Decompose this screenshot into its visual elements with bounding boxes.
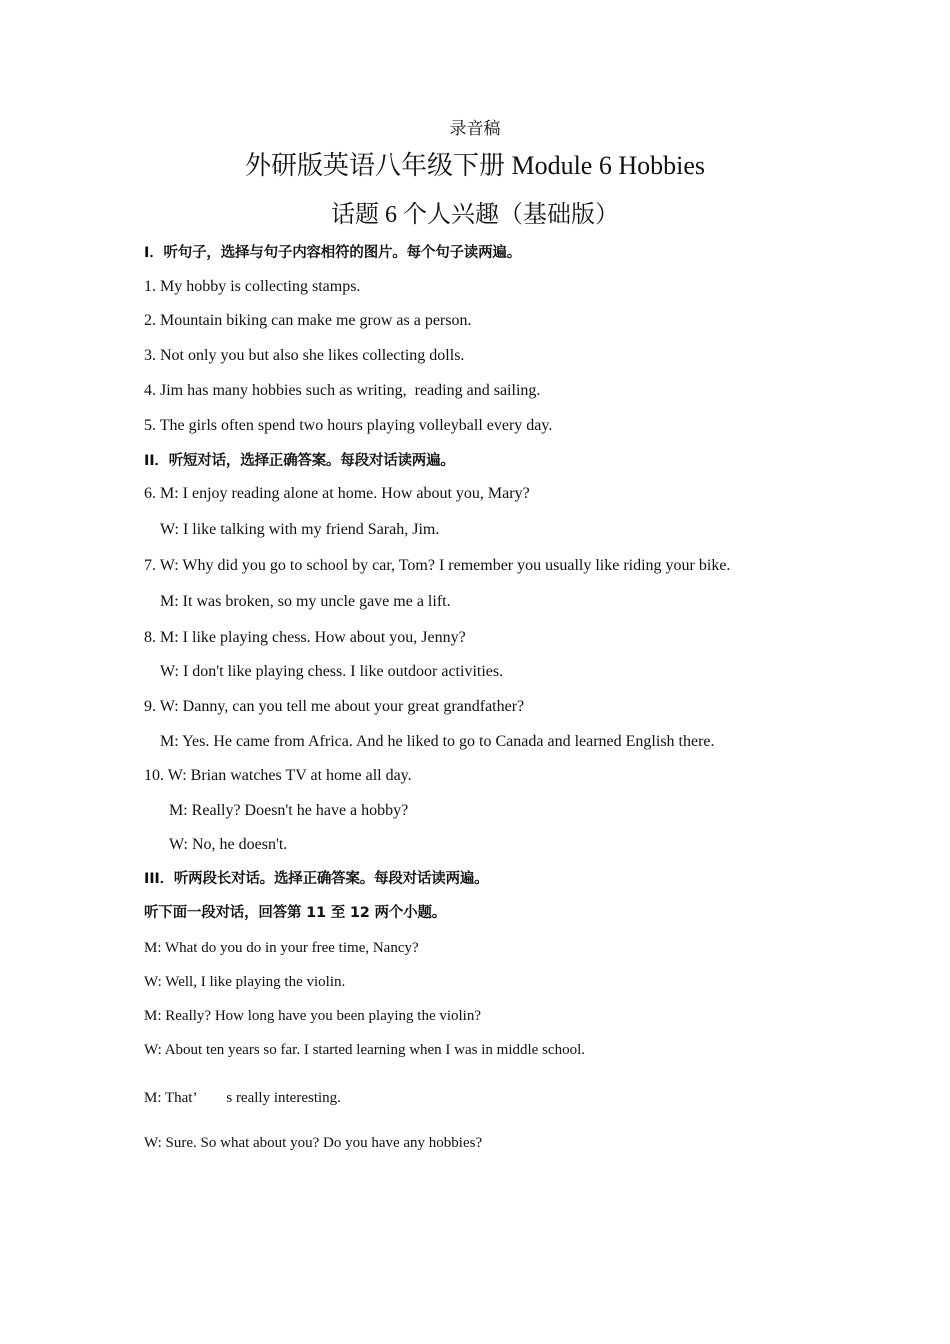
dialogue-9-w: 9. W: Danny, can you tell me about your great grandfather? [144,698,525,715]
dialogue-6-w: W: I like talking with my friend Sarah, Jim. [160,521,440,538]
section-3-heading: III．听两段长对话。选择正确答案。每段对话读两遍。 [144,871,489,887]
section-2-heading: II．听短对话，选择正确答案。每段对话读两遍。 [144,453,455,469]
sentence-4: 4. Jim has many hobbies such as writing, reading and sailing. [144,382,541,399]
long-dialogue-line-3: M: Really? How long have you been playing the violin? [144,1008,482,1024]
long-dialogue-line-6: W: Sure. So what about you? Do you have any hobbies? [144,1135,483,1151]
dialogue-6-m: 6. M: I enjoy reading alone at home. How about you, Mary? [144,485,530,502]
doc-title: 外研版英语八年级下册 Module 6 Hobbies [244,151,706,180]
long-dialogue-line-5: M: That’ s really interesting. [144,1090,341,1106]
dialogue-8-m: 8. M: I like playing chess. How about you, Jenny? [144,629,466,646]
dialogue-10-w: 10. W: Brian watches TV at home all day. [144,767,412,784]
dialogue-10-m: M: Really? Doesn't he have a hobby? [169,802,409,819]
dialogue-9-m: M: Yes. He came from Africa. And he liked to go to Canada and learned English there. [160,733,715,750]
section-1-heading: I．听句子，选择与句子内容相符的图片。每个句子读两遍。 [144,245,521,261]
dialogue-10-w2: W: No, he doesn't. [169,836,288,853]
sentence-1: 1. My hobby is collecting stamps. [144,278,361,295]
dialogue-7-m: M: It was broken, so my uncle gave me a lift. [160,593,451,610]
long-dialogue-line-4: W: About ten years so far. I started learning when I was in middle school. [144,1042,585,1058]
doc-subtitle: 话题 6 个人兴趣（基础版） [331,202,619,228]
long-dialogue-line-1: M: What do you do in your free time, Nancy? [144,940,419,956]
sentence-3: 3. Not only you but also she likes collecting dolls. [144,347,465,364]
sentence-2: 2. Mountain biking can make me grow as a person. [144,312,472,329]
section-3-subheading: 听下面一段对话，回答第 11 至 12 两个小题。 [144,905,447,921]
long-dialogue-line-2: W: Well, I like playing the violin. [144,974,346,990]
dialogue-8-w: W: I don't like playing chess. I like outdoor activities. [160,663,504,680]
sentence-5: 5. The girls often spend two hours playing volleyball every day. [144,417,553,434]
dialogue-7-w: 7. W: Why did you go to school by car, Tom? I remember you usually like riding your bike. [144,557,731,574]
doc-label: 录音稿 [449,119,501,139]
